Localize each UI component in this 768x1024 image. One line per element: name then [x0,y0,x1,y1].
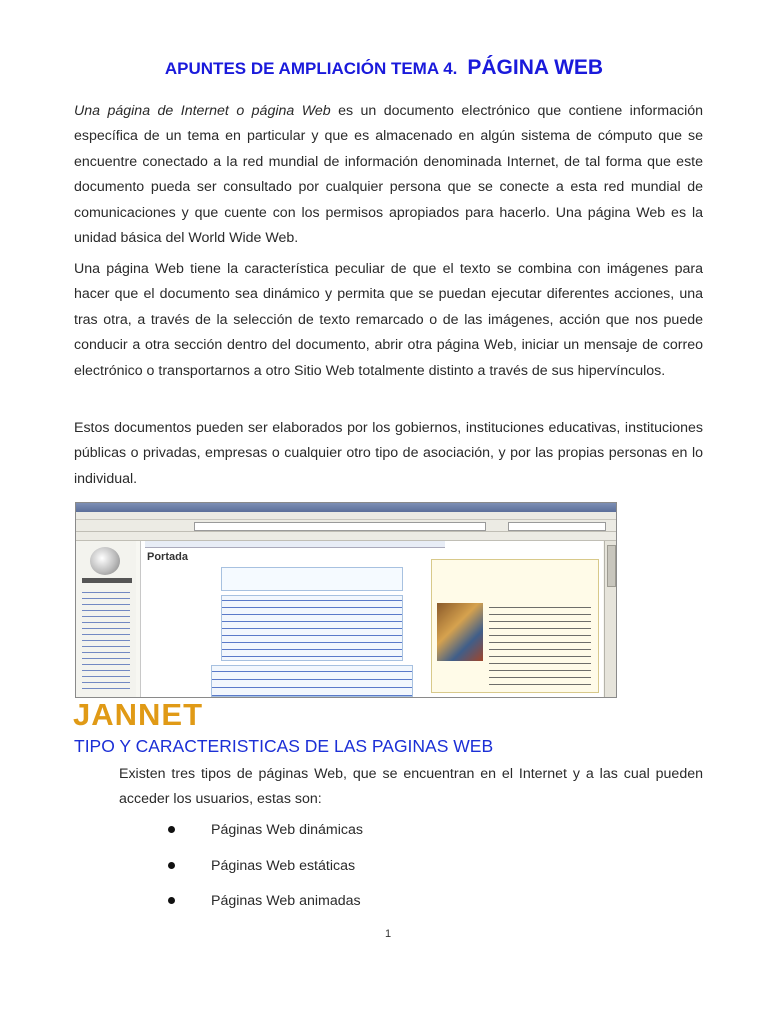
paragraph-definition [74,99,703,251]
paragraph-definition-text: es un documento electrónico que contiene información específica de un tema en particular y que es almacenado en algún sistema de cómputo que se encuentre conectado a la red mundial de información denominada Internet, de tal forma que este documento pueda ser consultado por cualquier persona que se conecte a esta red mundial de comunicaciones y que cuente con los permisos apropiados para hacerlo. Una página Web es la unidad básica del World Wide Web. [74,103,703,247]
screenshot-scroll-thumb [607,545,616,587]
screenshot-navbar [76,520,616,532]
screenshot-titlebar [76,503,616,512]
title-main: APUNTES DE AMPLIACIÓN TEMA 4. [164,59,458,78]
screenshot-featured-image [437,603,483,661]
page-title [0,56,768,80]
title-big: PÁGINA WEB [467,56,604,79]
paragraph-definition-italic: Una página de Internet o página Web [74,103,331,119]
bullet-icon [168,826,175,833]
screenshot-sidebar [76,541,136,697]
screenshot-categories-box [211,665,413,697]
screenshot-heading: Portada [147,551,188,563]
bullet-icon [168,897,175,904]
screenshot-url-box [194,522,486,531]
screenshot-bookmarks-bar [76,532,616,541]
screenshot-tabs [145,541,445,548]
screenshot-search-box [508,522,606,531]
list-item-label: Páginas Web dinámicas [211,822,363,838]
screenshot-explore-box [221,595,403,661]
screenshot-featured-text [489,603,591,687]
paragraph-authors: Estos documentos pueden ser elaborados por los gobiernos, instituciones educativas, instituciones públicas o privadas, empresas o cualquier otro tipo de asociación, y por las propias personas en lo individual. [74,420,703,487]
bullet-icon [168,862,175,869]
page-number: 1 [384,928,392,940]
screenshot-scrollbar [604,541,617,697]
screenshot-main-frame [140,541,603,697]
list-item-label: Páginas Web estáticas [211,858,356,874]
jannet-heading: JANNET [73,697,204,732]
types-intro: Existen tres tipos de páginas Web, que se encuentran en el Internet y a las cual pueden acceder los usuarios, estas son: [119,766,703,808]
paragraph-characteristics: Una página Web tiene la característica peculiar de que el texto se combina con imágenes para hacer que el documento sea dinámico y permita que se puedan ejecutar diferentes acciones, una tras otra, a través de la selección de texto remarcado o de las imágenes, acción que nos puede conducir a otra sección dentro del documento, abrir otra página Web, iniciar un mensaje de correo electrónico o transportarnos a otro Sitio Web totalmente distinto a través de sus hipervínculos. [74,261,703,379]
screenshot-content [76,541,604,697]
screenshot-menubar [76,512,616,520]
screenshot-logo-text [82,578,132,583]
list-item-label: Páginas Web animadas [211,893,361,909]
wikipedia-globe-icon [90,547,120,575]
browser-screenshot-image [75,502,617,698]
section-title: TIPO Y CARACTERISTICAS DE LAS PAGINAS WEB [74,736,494,756]
screenshot-sidebar-links [82,589,130,689]
screenshot-welcome-box [221,567,403,591]
